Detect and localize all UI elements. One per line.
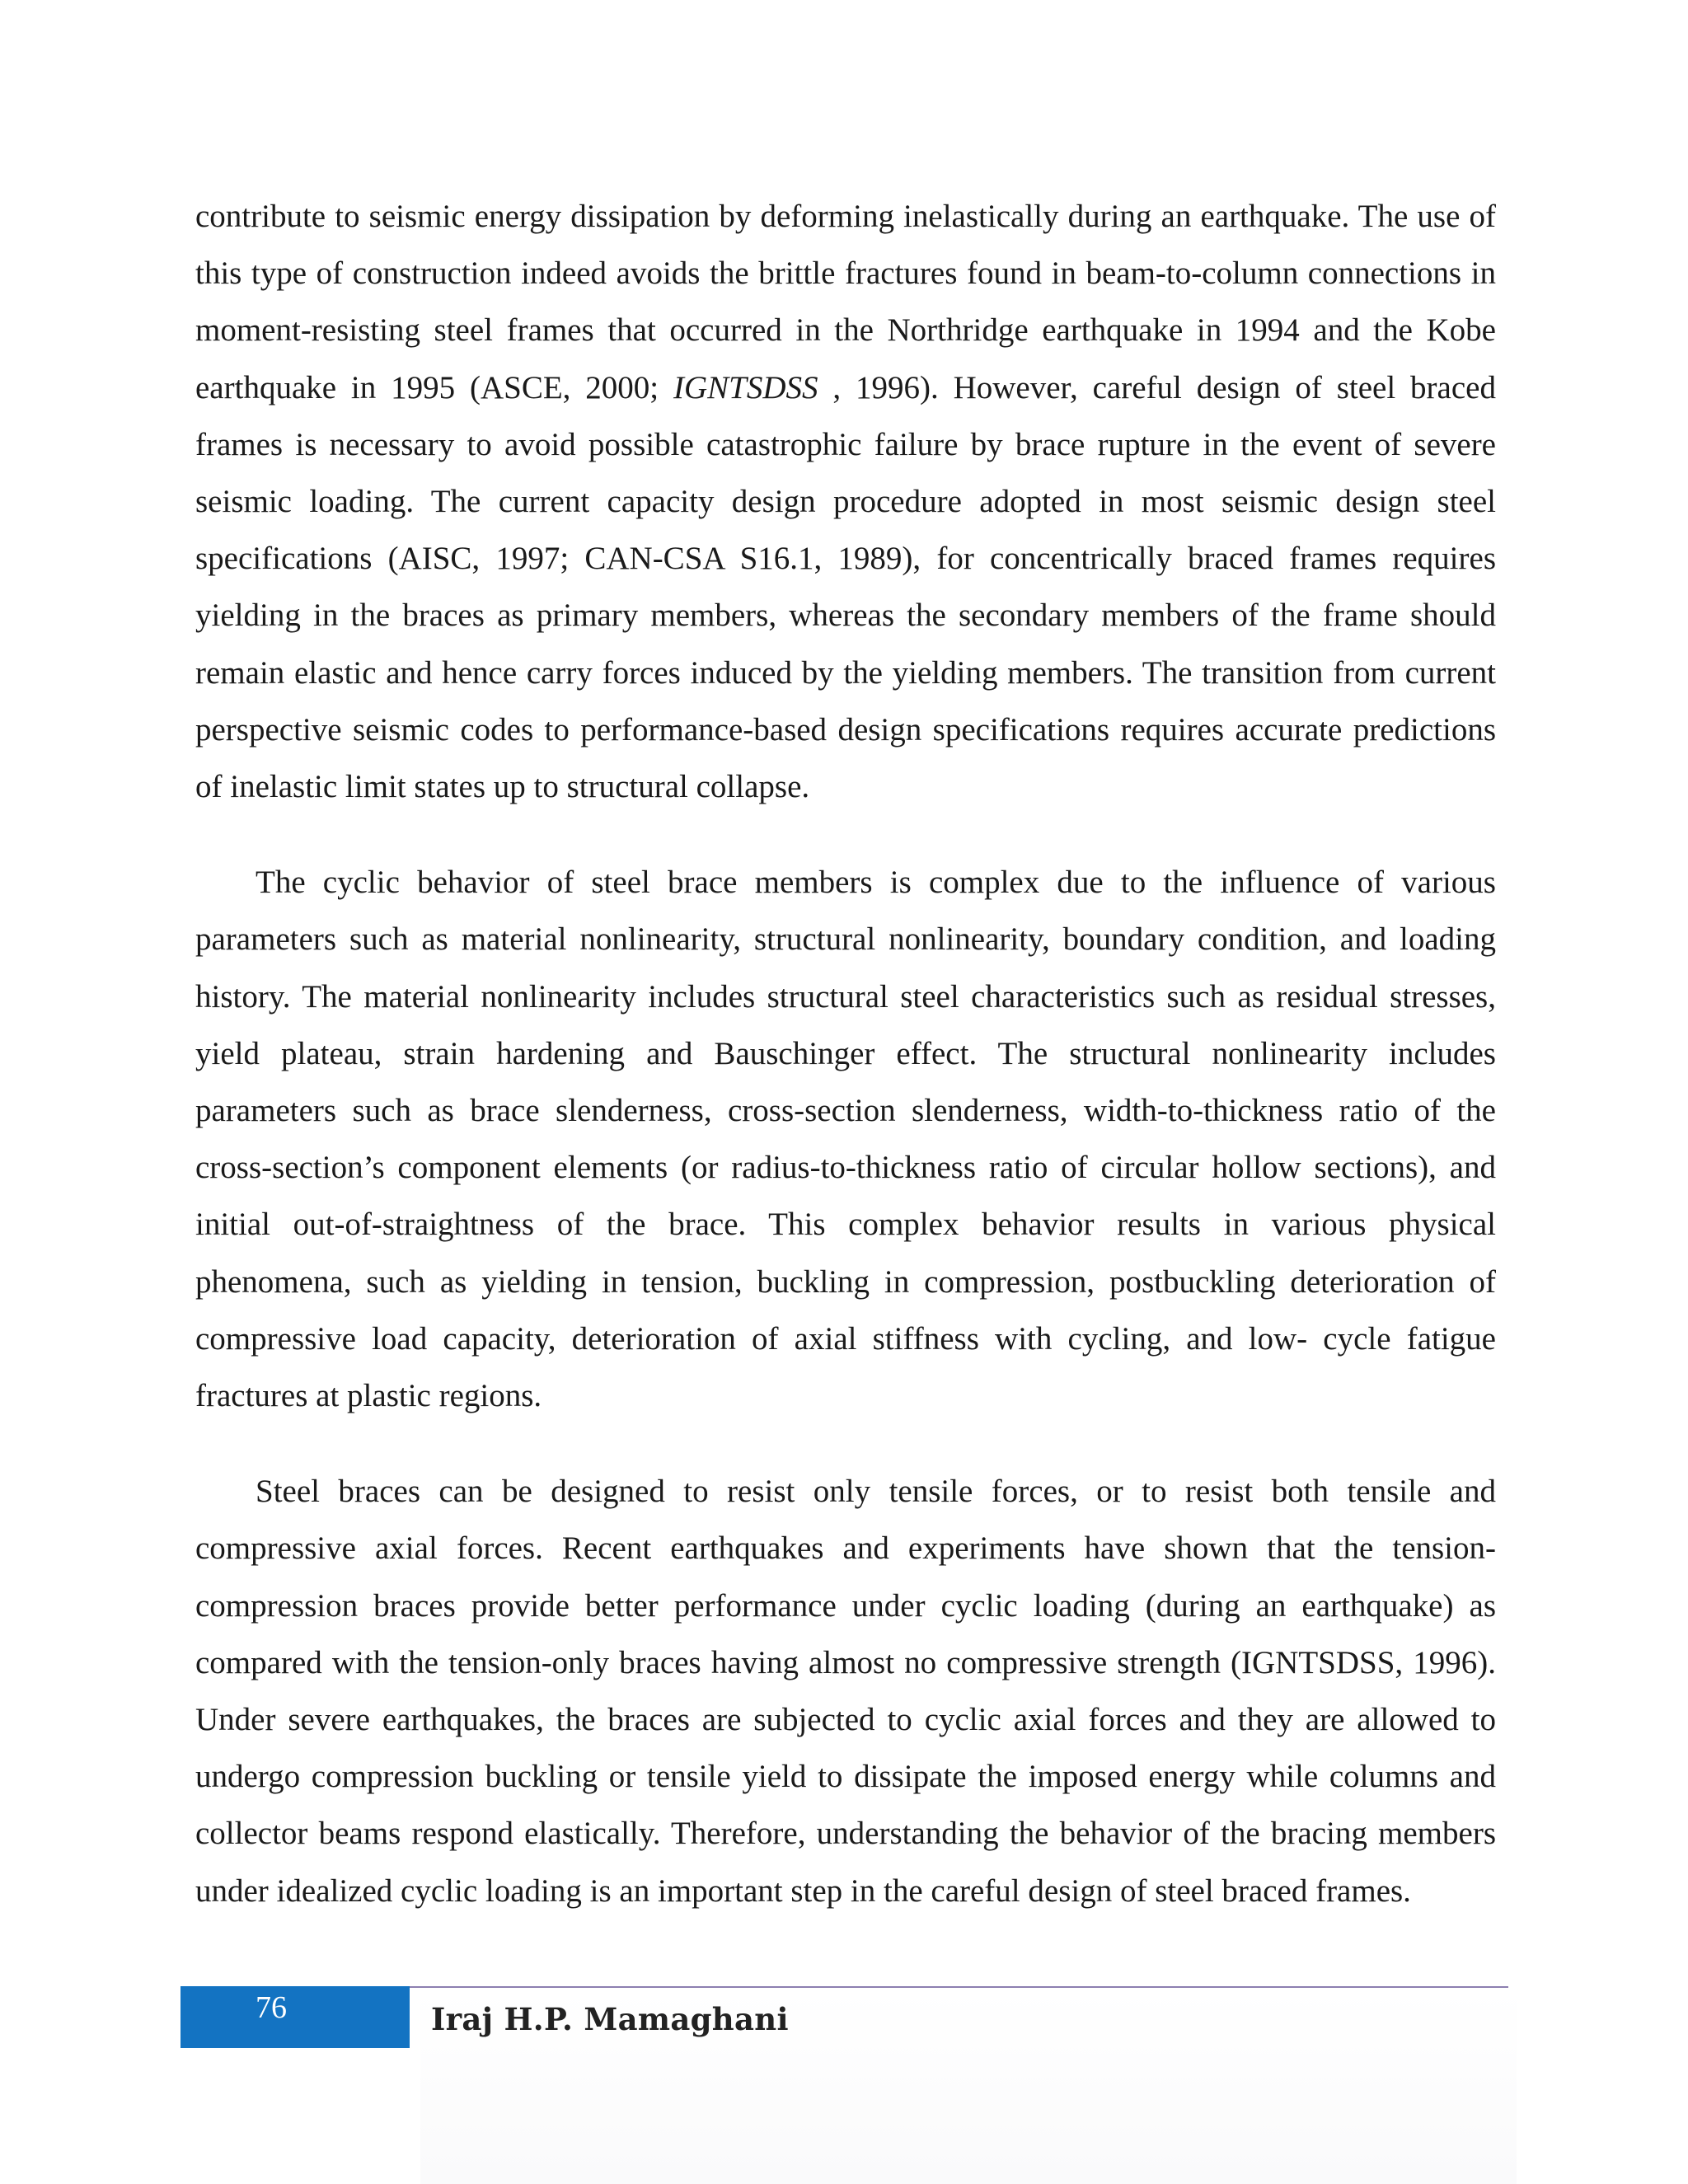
paragraph-1-text-before: contribute to seismic energy dissipation by deforming inelastically during an earthquake. The use of this type of construction indeed avoids the brittle fractures found in beam-to-column connections in moment-resisting steel frames that occurred in the Northridge earthquake in 1994 and the Kobe earthquake in 1995 (ASCE, 2000; [195,199,1496,405]
footer-rule [409,1986,1508,1988]
page-number: 76 [256,1990,287,2025]
paragraph-1-text-after: , 1996). However, careful design of steel braced frames is necessary to avoid possible catastrophic failure by brace rupture in the event of severe seismic loading. The current capacity design procedure adopted in most seismic design steel specifications (AISC, 1997; CAN-CSA S16.1, 1989), for concentrically braced frames requires yielding in the braces as primary members, whereas the secondary members of the frame should remain elastic and hence carry forces induced by the yielding members. The transition from current perspective seismic codes to performance-based design specifications requires accurate predictions of inelastic limit states up to structural collapse. [195,369,1496,805]
page-number-box [181,1986,410,2048]
page-body [195,188,1496,1919]
footer-author: Iraj H.P. Mamaghani [431,2001,789,2037]
paragraph-3: Steel braces can be designed to resist only tensile forces, or to resist both tensile and compressive axial forces. Recent earthquakes and experiments have shown that the tension-compression braces provide better performance under cyclic loading (during an earthquake) as compared with the tension-only braces having almost no compressive strength (IGNTSDSS, 1996). Under severe earthquakes, the braces are subjected to cyclic axial forces and they are allowed to undergo compression buckling or tensile yield to dissipate the imposed energy while columns and collector beams respond elastically. Therefore, understanding the behavior of the bracing members under idealized cyclic loading is an important step in the careful design of steel braced frames. [195,1474,1496,1909]
paragraph-2: The cyclic behavior of steel brace members is complex due to the influence of various parameters such as material nonlinearity, structural nonlinearity, boundary condition, and loading history. The material nonlinearity includes structural steel characteristics such as residual stresses, yield plateau, strain hardening and Bauschinger effect. The structural nonlinearity includes parameters such as brace slenderness, cross-section slenderness, width-to-thickness ratio of the cross-section’s component elements (or radius-to-thickness ratio of circular hollow sections), and initial out-of-straightness of the brace. This complex behavior results in various physical phenomena, such as yielding in tension, buckling in compression, postbuckling deterioration of compressive load capacity, deterioration of axial stiffness with cycling, and low- cycle fatigue fractures at plastic regions. [195,865,1496,1414]
citation-italic: IGNTSDSS [673,369,818,405]
paragraph-1 [195,188,1496,815]
